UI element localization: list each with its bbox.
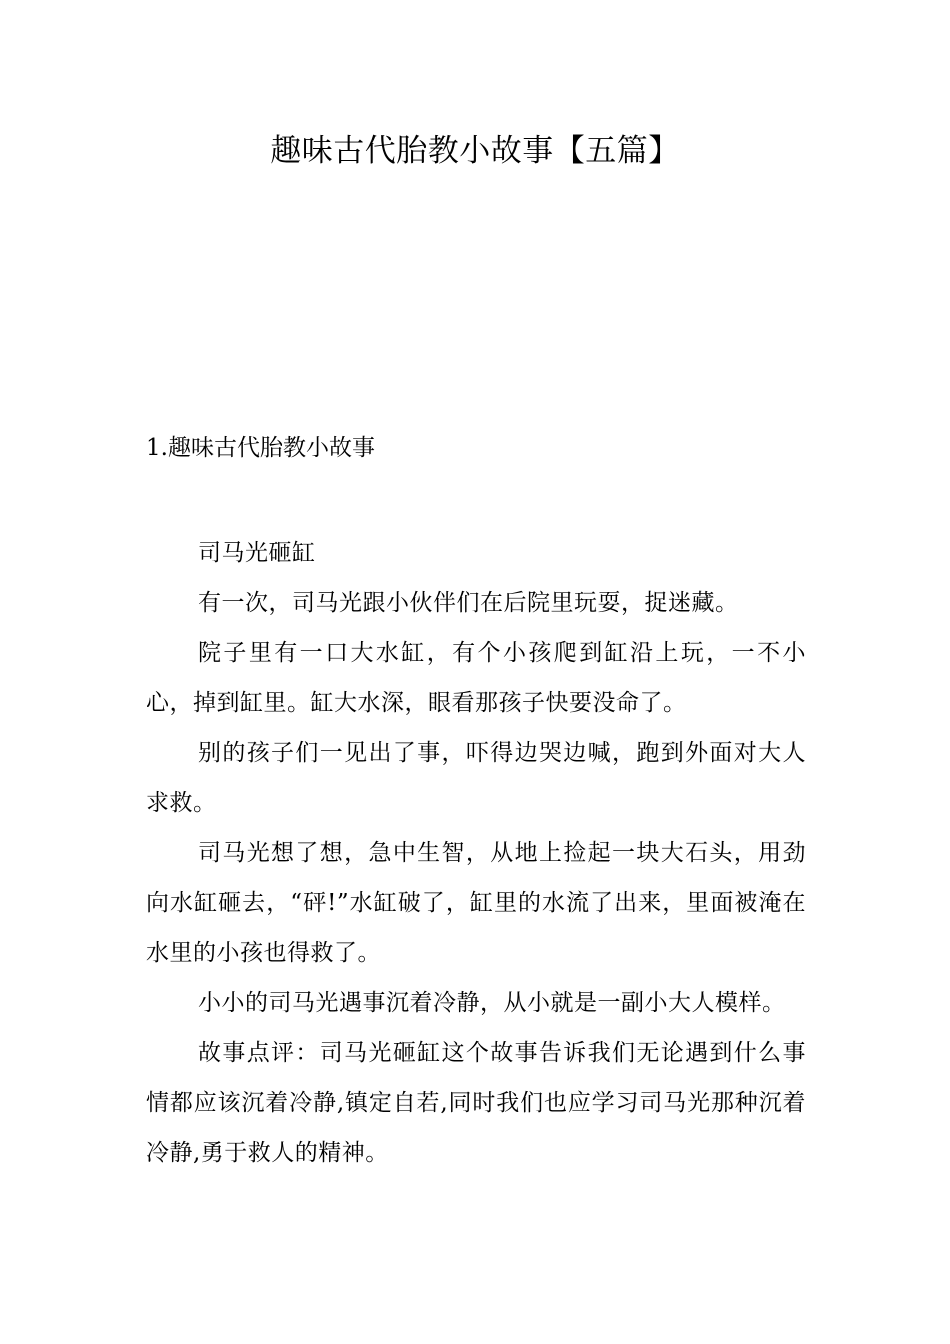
story-title: 司马光砸缸: [198, 540, 316, 566]
story-paragraph: 别的孩子们一见出了事，吓得边哭边喊，跑到外面对大人求救。: [146, 740, 806, 816]
document-title: 趣味古代胎教小故事【五篇】: [270, 133, 680, 169]
story-paragraph: 司马光想了想，急中生智，从地上捡起一块大石头，用劲向水缸砸去，“砰!”水缸破了，缸里的水流了出来，里面被淹在水里的小孩也得救了。: [146, 840, 806, 966]
section-heading: 1.趣味古代胎教小故事: [146, 435, 375, 461]
story-commentary: 故事点评：司马光砸缸这个故事告诉我们无论遇到什么事情都应该沉着冷静,镇定自若,同时我们也应学习司马光那种沉着冷静,勇于救人的精神。: [146, 1040, 806, 1166]
story-body: [146, 528, 806, 1178]
story-paragraph: 小小的司马光遇事沉着冷静，从小就是一副小大人模样。: [198, 990, 786, 1016]
story-paragraph: 有一次，司马光跟小伙伴们在后院里玩耍，捉迷藏。: [198, 590, 739, 616]
story-paragraph: 院子里有一口大水缸，有个小孩爬到缸沿上玩，一不小心，掉到缸里。缸大水深，眼看那孩子快要没命了。: [146, 640, 806, 716]
